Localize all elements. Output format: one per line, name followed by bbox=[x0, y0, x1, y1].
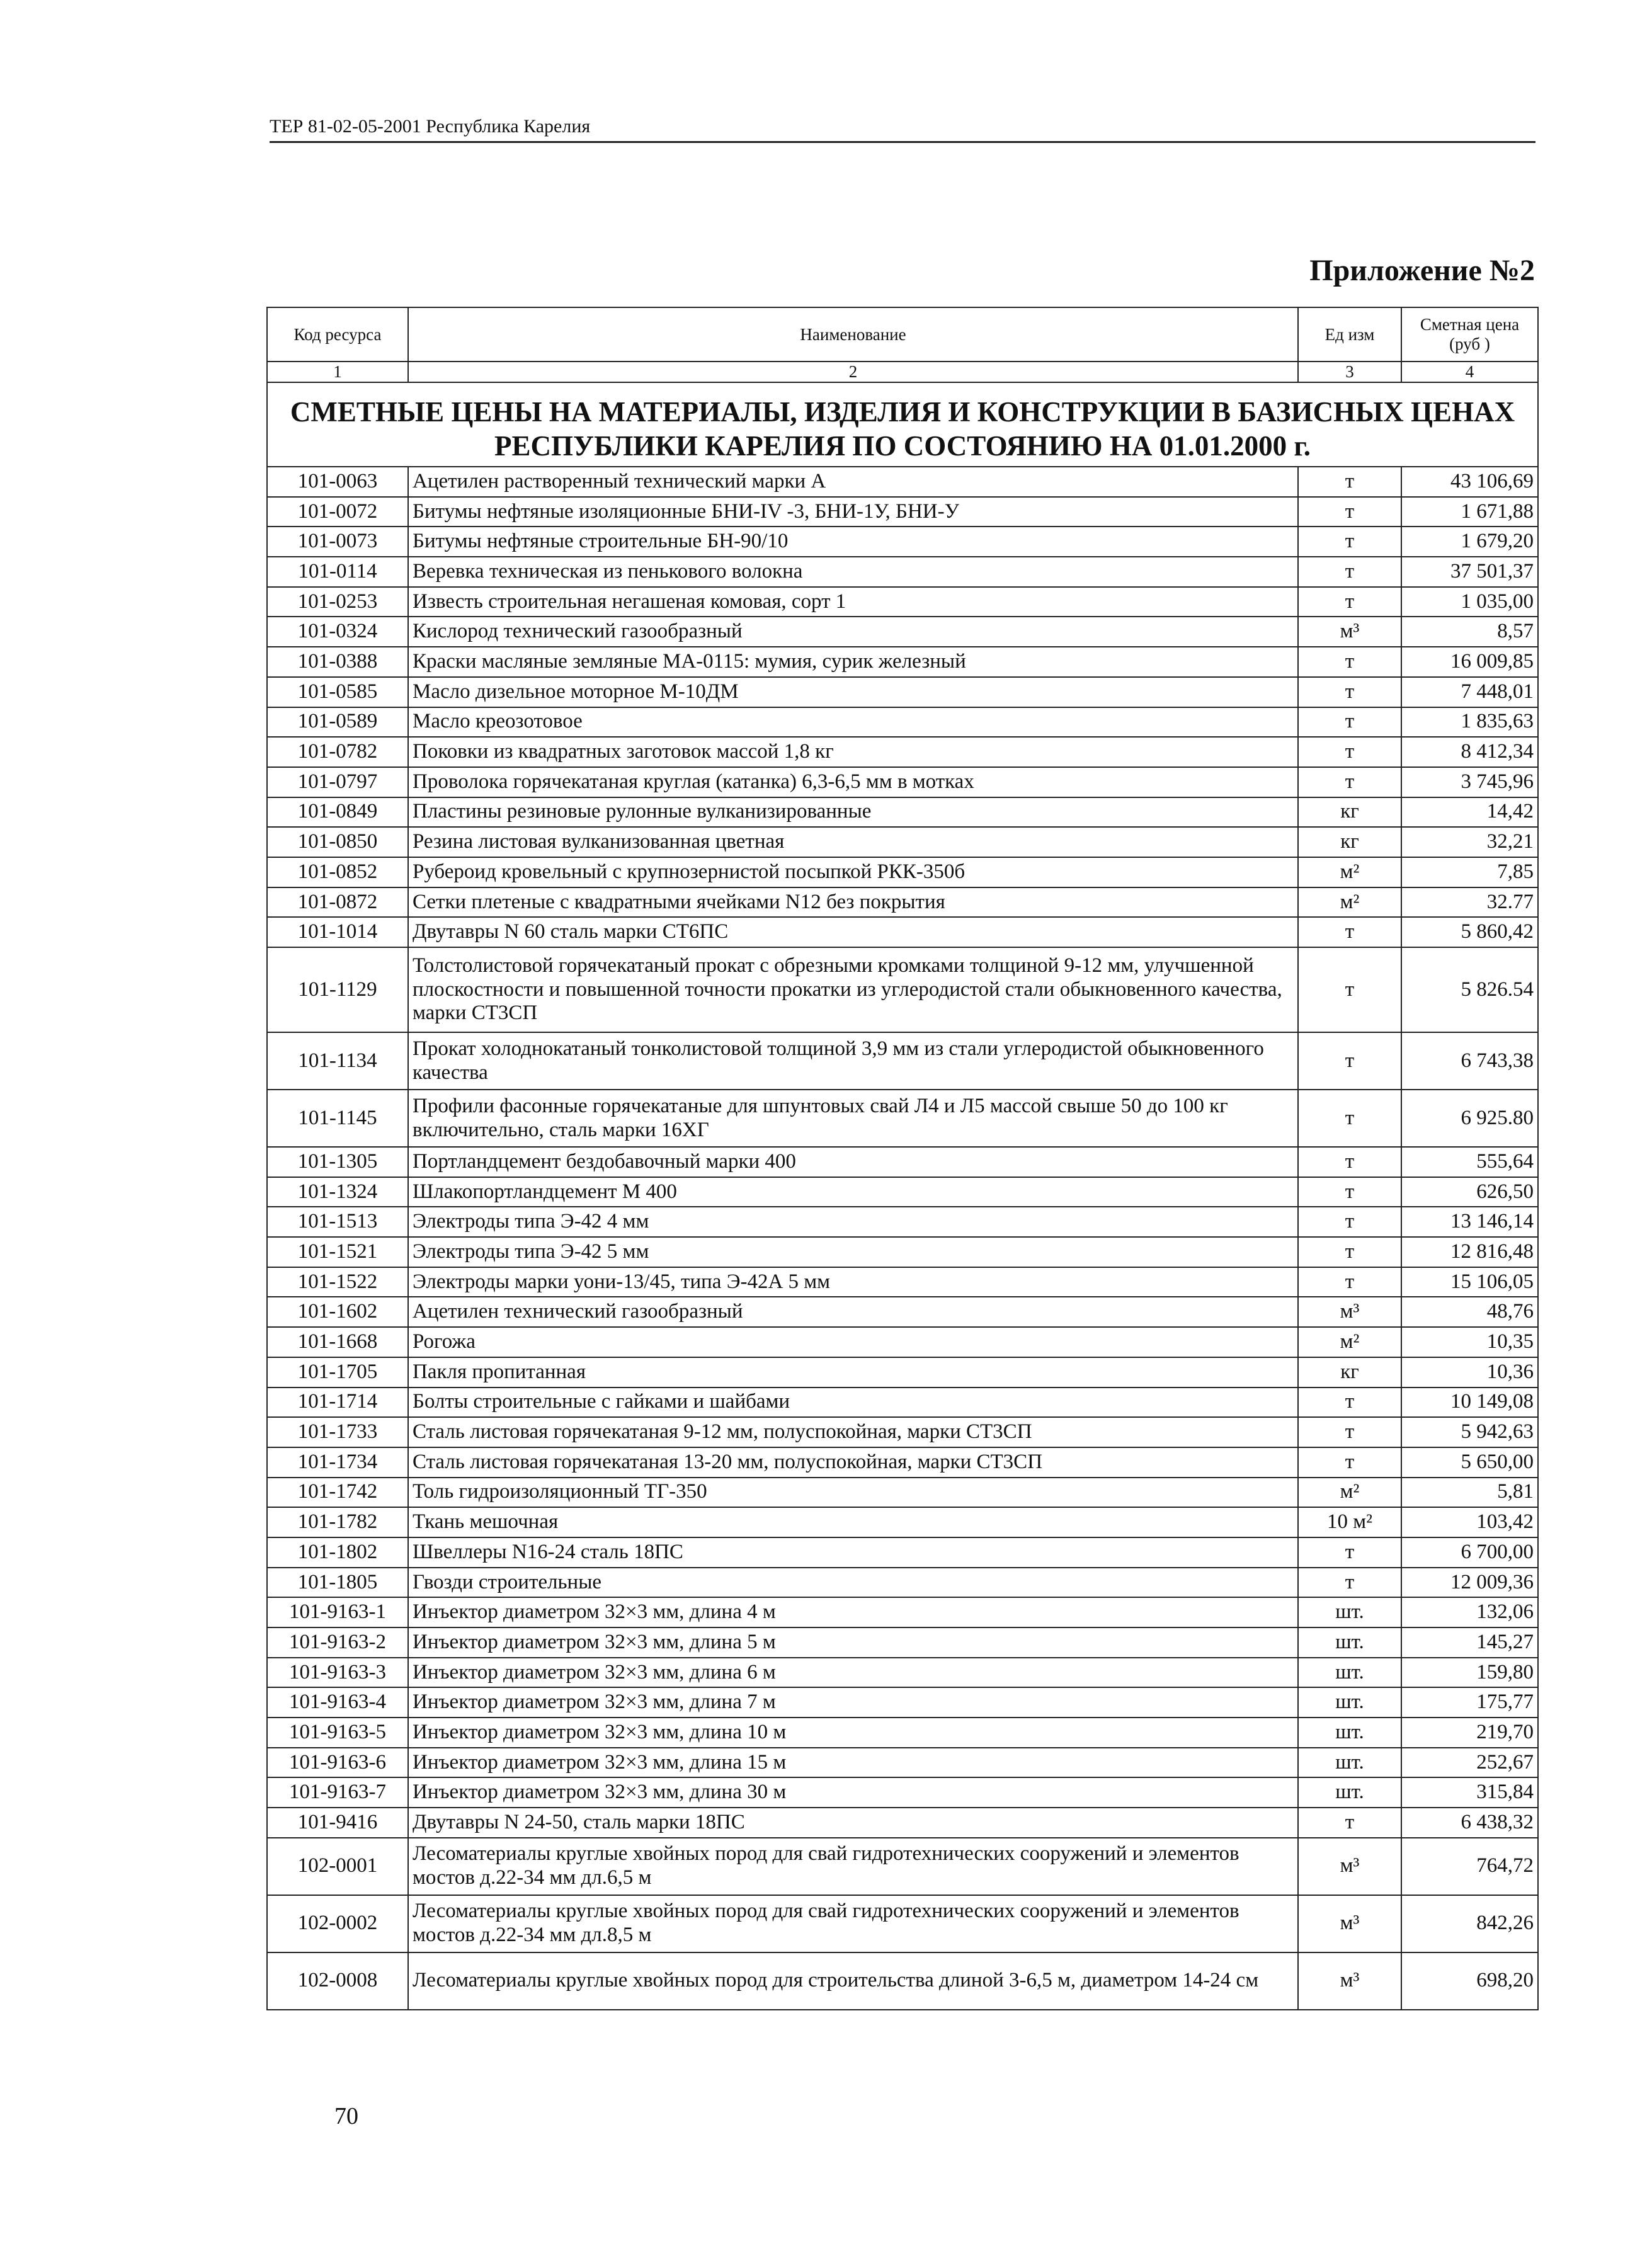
table-body bbox=[267, 382, 1538, 2010]
table-row bbox=[267, 1417, 1538, 1447]
resource-price: 315,84 bbox=[1401, 1777, 1538, 1808]
resource-unit: шт. bbox=[1298, 1627, 1401, 1658]
resource-code: 101-9163-7 bbox=[267, 1777, 408, 1808]
resource-code: 102-0008 bbox=[267, 1952, 408, 2010]
table-row bbox=[267, 947, 1538, 1032]
resource-code: 101-1705 bbox=[267, 1357, 408, 1388]
resource-unit: шт. bbox=[1298, 1597, 1401, 1627]
table-row bbox=[267, 1777, 1538, 1808]
resource-unit: т bbox=[1298, 767, 1401, 797]
resource-price: 37 501,37 bbox=[1401, 557, 1538, 587]
resource-price: 6 438,32 bbox=[1401, 1808, 1538, 1838]
resource-code: 101-0063 bbox=[267, 467, 408, 497]
table-row bbox=[267, 1687, 1538, 1718]
resource-code: 101-0388 bbox=[267, 647, 408, 677]
resource-code: 101-0849 bbox=[267, 797, 408, 828]
resource-name: Инъектор диаметром 32×3 мм, длина 10 м bbox=[408, 1718, 1298, 1748]
resource-code: 101-1802 bbox=[267, 1537, 408, 1568]
table-row bbox=[267, 1237, 1538, 1267]
resource-price: 132,06 bbox=[1401, 1597, 1538, 1627]
table-row bbox=[267, 1327, 1538, 1357]
resource-unit: шт. bbox=[1298, 1658, 1401, 1688]
resource-code: 101-9416 bbox=[267, 1808, 408, 1838]
table-row bbox=[267, 707, 1538, 738]
resource-unit: т bbox=[1298, 1090, 1401, 1147]
resource-code: 101-1521 bbox=[267, 1237, 408, 1267]
column-header-unit: Ед изм bbox=[1298, 307, 1401, 362]
resource-price: 10,35 bbox=[1401, 1327, 1538, 1357]
resource-name: Веревка техническая из пенькового волокна bbox=[408, 557, 1298, 587]
resource-name: Швеллеры N16-24 сталь 18ПС bbox=[408, 1537, 1298, 1568]
resource-unit: т bbox=[1298, 1267, 1401, 1297]
resource-unit: т bbox=[1298, 1147, 1401, 1177]
resource-unit: т bbox=[1298, 707, 1401, 738]
resource-price: 5 826.54 bbox=[1401, 947, 1538, 1032]
resource-unit: т bbox=[1298, 557, 1401, 587]
resource-price: 7,85 bbox=[1401, 857, 1538, 887]
resource-price: 15 106,05 bbox=[1401, 1267, 1538, 1297]
resource-unit: шт. bbox=[1298, 1748, 1401, 1778]
resource-code: 101-1014 bbox=[267, 917, 408, 947]
resource-name: Инъектор диаметром 32×3 мм, длина 4 м bbox=[408, 1597, 1298, 1627]
document-header: ТЕР 81-02-05-2001 Республика Карелия bbox=[270, 116, 1535, 143]
resource-name: Инъектор диаметром 32×3 мм, длина 6 м bbox=[408, 1658, 1298, 1688]
table-row bbox=[267, 1568, 1538, 1598]
price-table bbox=[266, 307, 1539, 2010]
resource-price: 1 679,20 bbox=[1401, 527, 1538, 557]
resource-code: 101-1145 bbox=[267, 1090, 408, 1147]
table-row bbox=[267, 557, 1538, 587]
resource-price: 1 671,88 bbox=[1401, 497, 1538, 527]
resource-price: 14,42 bbox=[1401, 797, 1538, 828]
resource-code: 101-0073 bbox=[267, 527, 408, 557]
resource-code: 101-0114 bbox=[267, 557, 408, 587]
resource-name: Пластины резиновые рулонные вулканизированные bbox=[408, 797, 1298, 828]
resource-price: 175,77 bbox=[1401, 1687, 1538, 1718]
resource-name: Электроды типа Э-42 4 мм bbox=[408, 1207, 1298, 1237]
table-title-row bbox=[267, 382, 1538, 467]
resource-name: Инъектор диаметром 32×3 мм, длина 5 м bbox=[408, 1627, 1298, 1658]
resource-price: 48,76 bbox=[1401, 1297, 1538, 1327]
resource-unit: кг bbox=[1298, 797, 1401, 828]
resource-price: 12 009,36 bbox=[1401, 1568, 1538, 1598]
resource-code: 101-1805 bbox=[267, 1568, 408, 1598]
resource-name: Резина листовая вулканизованная цветная bbox=[408, 827, 1298, 857]
resource-code: 101-1714 bbox=[267, 1388, 408, 1418]
resource-price: 3 745,96 bbox=[1401, 767, 1538, 797]
resource-price: 555,64 bbox=[1401, 1147, 1538, 1177]
resource-code: 101-0072 bbox=[267, 497, 408, 527]
resource-unit: т bbox=[1298, 677, 1401, 707]
resource-name: Инъектор диаметром 32×3 мм, длина 7 м bbox=[408, 1687, 1298, 1718]
resource-price: 219,70 bbox=[1401, 1718, 1538, 1748]
resource-code: 102-0001 bbox=[267, 1838, 408, 1895]
resource-price: 5 860,42 bbox=[1401, 917, 1538, 947]
resource-unit: м² bbox=[1298, 857, 1401, 887]
column-number: 3 bbox=[1298, 362, 1401, 382]
table-row bbox=[267, 797, 1538, 828]
table-row bbox=[267, 1507, 1538, 1537]
table-row bbox=[267, 1267, 1538, 1297]
table-row bbox=[267, 887, 1538, 918]
resource-price: 145,27 bbox=[1401, 1627, 1538, 1658]
resource-price: 252,67 bbox=[1401, 1748, 1538, 1778]
resource-unit: м³ bbox=[1298, 617, 1401, 647]
resource-unit: м² bbox=[1298, 1327, 1401, 1357]
resource-unit: м² bbox=[1298, 1478, 1401, 1508]
resource-name: Гвозди строительные bbox=[408, 1568, 1298, 1598]
resource-name: Ткань мешочная bbox=[408, 1507, 1298, 1537]
table-row bbox=[267, 1357, 1538, 1388]
resource-name: Портландцемент бездобавочный марки 400 bbox=[408, 1147, 1298, 1177]
table-row bbox=[267, 1537, 1538, 1568]
resource-name: Проволока горячекатаная круглая (катанка) 6,3-6,5 мм в мотках bbox=[408, 767, 1298, 797]
table-row bbox=[267, 1478, 1538, 1508]
resource-name: Электроды марки уони-13/45, типа Э-42А 5 мм bbox=[408, 1267, 1298, 1297]
resource-name: Лесоматериалы круглые хвойных пород для свай гидротехнических сооружений и элементов мостов д.22-34 мм дл.8,5 м bbox=[408, 1895, 1298, 1952]
table-row bbox=[267, 1627, 1538, 1658]
resource-unit: т bbox=[1298, 737, 1401, 767]
resource-price: 5,81 bbox=[1401, 1478, 1538, 1508]
resource-name: Толстолистовой горячекатаный прокат с обрезными кромками толщиной 9-12 мм, улучшенной плоскостности и повышенной точности прокатки из углеродистой стали обыкновенного качества, марки СТ3СП bbox=[408, 947, 1298, 1032]
resource-price: 1 035,00 bbox=[1401, 587, 1538, 617]
resource-name: Рогожа bbox=[408, 1327, 1298, 1357]
resource-name: Сталь листовая горячекатаная 13-20 мм, полуспокойная, марки СТ3СП bbox=[408, 1447, 1298, 1478]
resource-name: Ацетилен технический газообразный bbox=[408, 1297, 1298, 1327]
table-row bbox=[267, 1032, 1538, 1090]
resource-code: 101-0850 bbox=[267, 827, 408, 857]
resource-code: 101-0782 bbox=[267, 737, 408, 767]
table-row bbox=[267, 677, 1538, 707]
resource-unit: т bbox=[1298, 1417, 1401, 1447]
resource-unit: т bbox=[1298, 1447, 1401, 1478]
resource-unit: т bbox=[1298, 647, 1401, 677]
resource-unit: м² bbox=[1298, 887, 1401, 918]
resource-unit: т bbox=[1298, 1207, 1401, 1237]
resource-price: 6 743,38 bbox=[1401, 1032, 1538, 1090]
resource-unit: т bbox=[1298, 497, 1401, 527]
resource-name: Поковки из квадратных заготовок массой 1,8 кг bbox=[408, 737, 1298, 767]
resource-name: Лесоматериалы круглые хвойных пород для свай гидротехнических сооружений и элементов мостов д.22-34 мм дл.6,5 м bbox=[408, 1838, 1298, 1895]
resource-price: 6 700,00 bbox=[1401, 1537, 1538, 1568]
table-row bbox=[267, 1147, 1538, 1177]
resource-price: 626,50 bbox=[1401, 1177, 1538, 1207]
column-header-name: Наименование bbox=[408, 307, 1298, 362]
resource-code: 101-1134 bbox=[267, 1032, 408, 1090]
resource-code: 101-1602 bbox=[267, 1297, 408, 1327]
resource-name: Инъектор диаметром 32×3 мм, длина 30 м bbox=[408, 1777, 1298, 1808]
resource-name: Электроды типа Э-42 5 мм bbox=[408, 1237, 1298, 1267]
resource-unit: т bbox=[1298, 1032, 1401, 1090]
resource-unit: шт. bbox=[1298, 1777, 1401, 1808]
table-row bbox=[267, 1658, 1538, 1688]
resource-name: Пакля пропитанная bbox=[408, 1357, 1298, 1388]
resource-unit: м³ bbox=[1298, 1297, 1401, 1327]
resource-unit: кг bbox=[1298, 1357, 1401, 1388]
resource-price: 32.77 bbox=[1401, 887, 1538, 918]
resource-unit: шт. bbox=[1298, 1718, 1401, 1748]
column-number-row bbox=[267, 362, 1538, 382]
resource-price: 8,57 bbox=[1401, 617, 1538, 647]
resource-code: 102-0002 bbox=[267, 1895, 408, 1952]
resource-name: Сетки плетеные с квадратными ячейками N12 без покрытия bbox=[408, 887, 1298, 918]
table-row bbox=[267, 527, 1538, 557]
column-number: 1 bbox=[267, 362, 408, 382]
table-row bbox=[267, 1718, 1538, 1748]
table-row bbox=[267, 1838, 1538, 1895]
resource-unit: кг bbox=[1298, 827, 1401, 857]
resource-name: Двутавры N 60 сталь марки СТ6ПС bbox=[408, 917, 1298, 947]
resource-code: 101-9163-5 bbox=[267, 1718, 408, 1748]
resource-price: 32,21 bbox=[1401, 827, 1538, 857]
column-number: 4 bbox=[1401, 362, 1538, 382]
column-header-price: Сметная цена (руб ) bbox=[1401, 307, 1538, 362]
resource-price: 10,36 bbox=[1401, 1357, 1538, 1388]
resource-unit: т bbox=[1298, 1177, 1401, 1207]
resource-price: 16 009,85 bbox=[1401, 647, 1538, 677]
table-row bbox=[267, 1748, 1538, 1778]
resource-unit: т bbox=[1298, 1808, 1401, 1838]
resource-code: 101-1305 bbox=[267, 1147, 408, 1177]
resource-unit: т bbox=[1298, 1537, 1401, 1568]
resource-name: Битумы нефтяные строительные БН-90/10 bbox=[408, 527, 1298, 557]
table-row bbox=[267, 827, 1538, 857]
resource-name: Толь гидроизоляционный ТГ-350 bbox=[408, 1478, 1298, 1508]
appendix-title: Приложение №2 bbox=[1309, 254, 1535, 287]
resource-name: Рубероид кровельный с крупнозернистой посыпкой РКК-350б bbox=[408, 857, 1298, 887]
resource-code: 101-1513 bbox=[267, 1207, 408, 1237]
resource-code: 101-0797 bbox=[267, 767, 408, 797]
resource-code: 101-1733 bbox=[267, 1417, 408, 1447]
resource-unit: т bbox=[1298, 917, 1401, 947]
table-row bbox=[267, 1090, 1538, 1147]
column-header-code: Код ресурса bbox=[267, 307, 408, 362]
resource-price: 6 925.80 bbox=[1401, 1090, 1538, 1147]
resource-unit: шт. bbox=[1298, 1687, 1401, 1718]
resource-price: 1 835,63 bbox=[1401, 707, 1538, 738]
resource-name: Лесоматериалы круглые хвойных пород для строительства длиной 3-6,5 м, диаметром 14-24 см bbox=[408, 1952, 1298, 2010]
resource-unit: т bbox=[1298, 1237, 1401, 1267]
resource-code: 101-9163-2 bbox=[267, 1627, 408, 1658]
resource-name: Двутавры N 24-50, сталь марки 18ПС bbox=[408, 1808, 1298, 1838]
resource-code: 101-0324 bbox=[267, 617, 408, 647]
table-title: СМЕТНЫЕ ЦЕНЫ НА МАТЕРИАЛЫ, ИЗДЕЛИЯ И КОНСТРУКЦИИ В БАЗИСНЫХ ЦЕНАХ РЕСПУБЛИКИ КАРЕЛИЯ ПО СОСТОЯНИЮ НА 01.01.2000 г. bbox=[267, 382, 1538, 467]
resource-code: 101-1522 bbox=[267, 1267, 408, 1297]
page-number: 70 bbox=[334, 2103, 358, 2129]
resource-unit: т bbox=[1298, 467, 1401, 497]
table-row bbox=[267, 467, 1538, 497]
resource-code: 101-1324 bbox=[267, 1177, 408, 1207]
table-row bbox=[267, 1447, 1538, 1478]
resource-code: 101-0852 bbox=[267, 857, 408, 887]
resource-name: Профили фасонные горячекатаные для шпунтовых свай Л4 и Л5 массой свыше 50 до 100 кг включительно, сталь марки 16ХГ bbox=[408, 1090, 1298, 1147]
table-row bbox=[267, 497, 1538, 527]
resource-code: 101-0253 bbox=[267, 587, 408, 617]
resource-code: 101-9163-4 bbox=[267, 1687, 408, 1718]
table-header-row bbox=[267, 307, 1538, 362]
resource-price: 764,72 bbox=[1401, 1838, 1538, 1895]
resource-price: 7 448,01 bbox=[1401, 677, 1538, 707]
resource-code: 101-9163-1 bbox=[267, 1597, 408, 1627]
resource-code: 101-0872 bbox=[267, 887, 408, 918]
resource-price: 842,26 bbox=[1401, 1895, 1538, 1952]
resource-name: Масло дизельное моторное М-10ДМ bbox=[408, 677, 1298, 707]
table-row bbox=[267, 617, 1538, 647]
resource-price: 10 149,08 bbox=[1401, 1388, 1538, 1418]
resource-price: 13 146,14 bbox=[1401, 1207, 1538, 1237]
resource-unit: т bbox=[1298, 1568, 1401, 1598]
resource-code: 101-1782 bbox=[267, 1507, 408, 1537]
resource-code: 101-1734 bbox=[267, 1447, 408, 1478]
resource-unit: м³ bbox=[1298, 1838, 1401, 1895]
resource-name: Ацетилен растворенный технический марки А bbox=[408, 467, 1298, 497]
table-row bbox=[267, 857, 1538, 887]
table-row bbox=[267, 917, 1538, 947]
resource-name: Болты строительные с гайками и шайбами bbox=[408, 1388, 1298, 1418]
resource-code: 101-0589 bbox=[267, 707, 408, 738]
resource-unit: т bbox=[1298, 527, 1401, 557]
column-number: 2 bbox=[408, 362, 1298, 382]
resource-code: 101-1668 bbox=[267, 1327, 408, 1357]
table-row bbox=[267, 1895, 1538, 1952]
resource-name: Кислород технический газообразный bbox=[408, 617, 1298, 647]
resource-name: Инъектор диаметром 32×3 мм, длина 15 м bbox=[408, 1748, 1298, 1778]
resource-name: Известь строительная негашеная комовая, сорт 1 bbox=[408, 587, 1298, 617]
table-row bbox=[267, 1597, 1538, 1627]
table-row bbox=[267, 737, 1538, 767]
table-row bbox=[267, 1177, 1538, 1207]
table-row bbox=[267, 1952, 1538, 2010]
resource-name: Сталь листовая горячекатаная 9-12 мм, полуспокойная, марки СТ3СП bbox=[408, 1417, 1298, 1447]
resource-code: 101-9163-3 bbox=[267, 1658, 408, 1688]
resource-code: 101-1742 bbox=[267, 1478, 408, 1508]
resource-name: Масло креозотовое bbox=[408, 707, 1298, 738]
resource-price: 5 650,00 bbox=[1401, 1447, 1538, 1478]
table-row bbox=[267, 1808, 1538, 1838]
resource-price: 103,42 bbox=[1401, 1507, 1538, 1537]
resource-price: 8 412,34 bbox=[1401, 737, 1538, 767]
resource-price: 698,20 bbox=[1401, 1952, 1538, 2010]
resource-code: 101-9163-6 bbox=[267, 1748, 408, 1778]
table-row bbox=[267, 767, 1538, 797]
resource-name: Прокат холоднокатаный тонколистовой толщиной 3,9 мм из стали углеродистой обыкновенного качества bbox=[408, 1032, 1298, 1090]
resource-price: 43 106,69 bbox=[1401, 467, 1538, 497]
table-row bbox=[267, 1207, 1538, 1237]
resource-unit: м³ bbox=[1298, 1952, 1401, 2010]
resource-name: Битумы нефтяные изоляционные БНИ-IV -3, БНИ-1У, БНИ-У bbox=[408, 497, 1298, 527]
resource-code: 101-1129 bbox=[267, 947, 408, 1032]
resource-price: 159,80 bbox=[1401, 1658, 1538, 1688]
resource-unit: т bbox=[1298, 947, 1401, 1032]
table-row bbox=[267, 587, 1538, 617]
table-row bbox=[267, 1297, 1538, 1327]
resource-price: 5 942,63 bbox=[1401, 1417, 1538, 1447]
resource-unit: м³ bbox=[1298, 1895, 1401, 1952]
table-row bbox=[267, 1388, 1538, 1418]
table-row bbox=[267, 647, 1538, 677]
resource-unit: т bbox=[1298, 587, 1401, 617]
resource-name: Краски масляные земляные МА-0115: мумия, сурик железный bbox=[408, 647, 1298, 677]
resource-name: Шлакопортландцемент М 400 bbox=[408, 1177, 1298, 1207]
resource-unit: т bbox=[1298, 1388, 1401, 1418]
resource-price: 12 816,48 bbox=[1401, 1237, 1538, 1267]
resource-unit: 10 м² bbox=[1298, 1507, 1401, 1537]
resource-code: 101-0585 bbox=[267, 677, 408, 707]
